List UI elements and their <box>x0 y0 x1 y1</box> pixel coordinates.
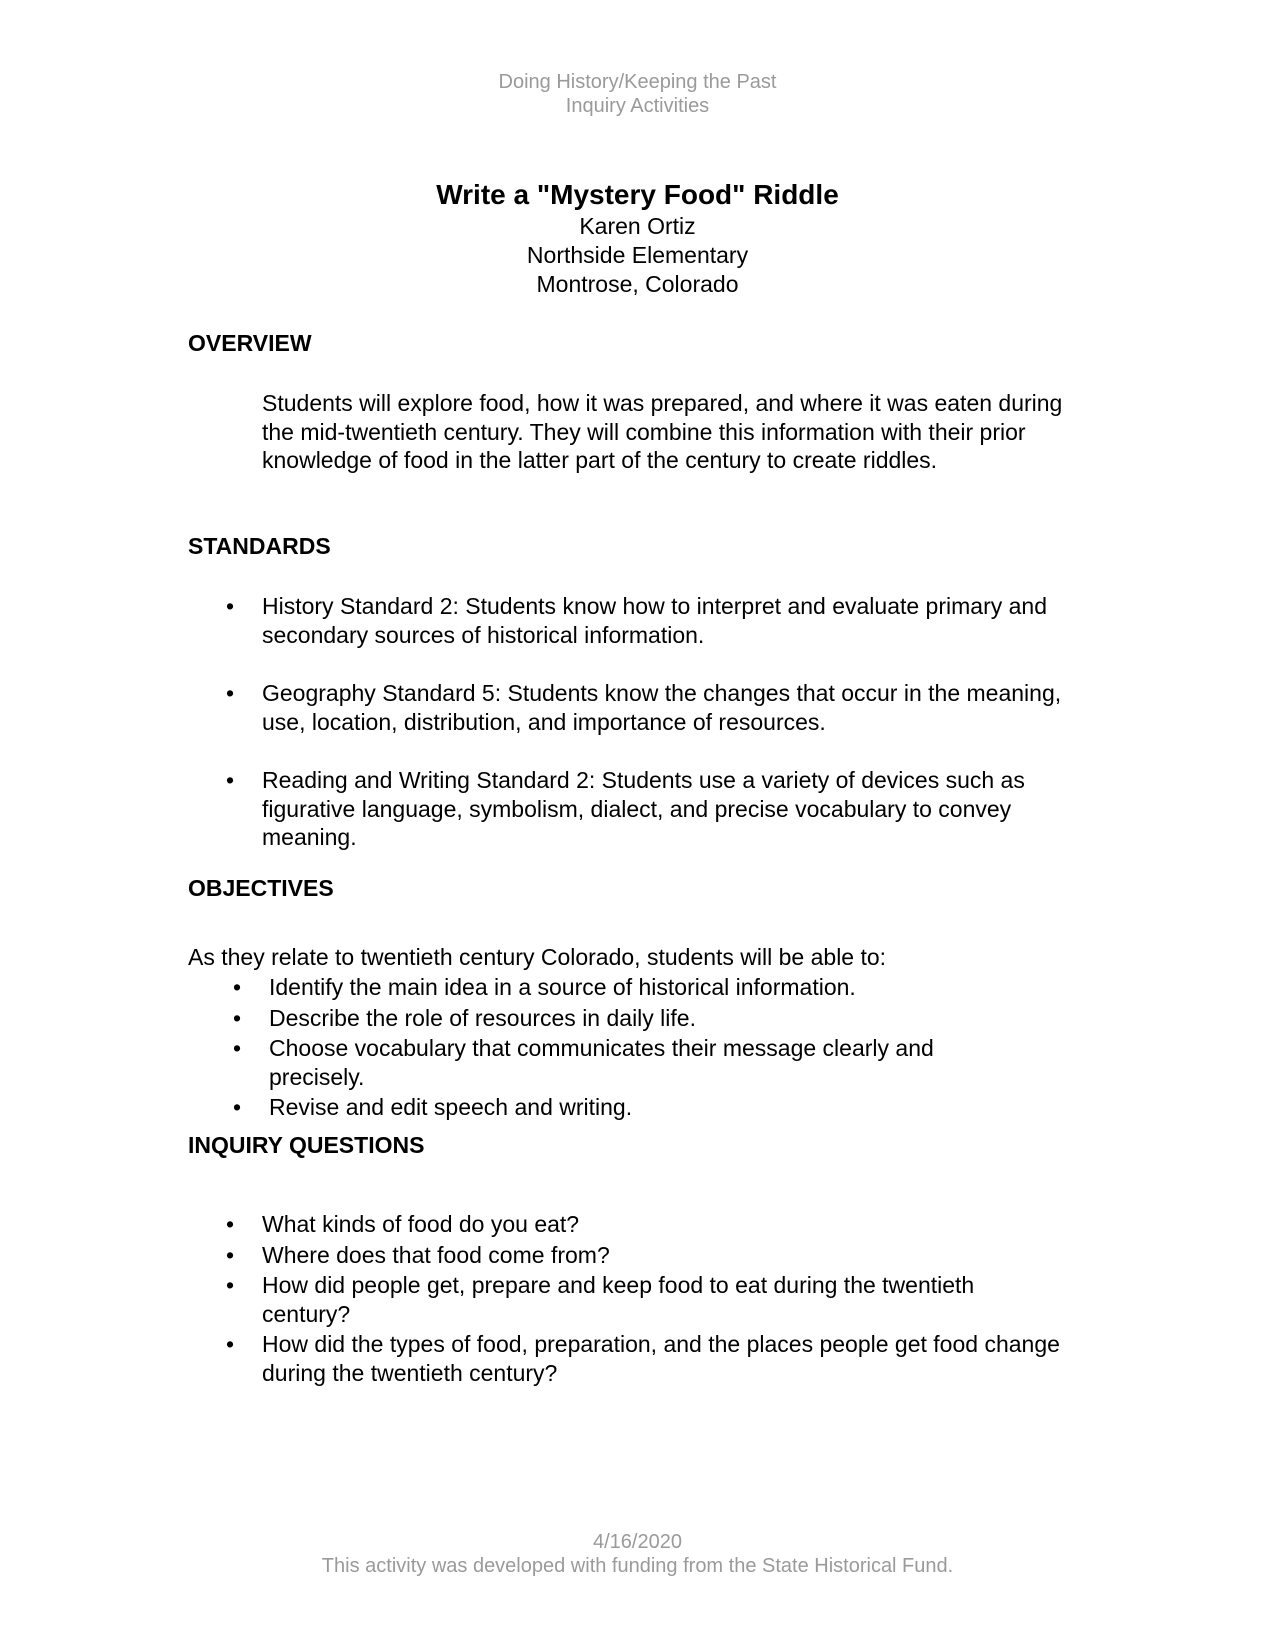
question-text: Where does that food come from? <box>262 1241 610 1268</box>
bullet-icon: • <box>233 974 242 1000</box>
bullet-icon: • <box>226 1241 235 1268</box>
bullet-icon: • <box>226 680 235 706</box>
standard-item <box>226 766 1092 852</box>
question-item <box>226 1241 1062 1270</box>
standard-item <box>226 679 1092 736</box>
standard-text: History Standard 2: Students know how to interpret and evaluate primary and secondary sources of historical information. <box>262 593 1047 648</box>
footer-funding-note: This activity was developed with funding from the State Historical Fund. <box>321 1555 954 1577</box>
bullet-icon: • <box>226 1331 235 1357</box>
question-item <box>226 1210 1062 1239</box>
objective-text: Identify the main idea in a source of historical information. <box>269 974 856 1000</box>
school-location: Montrose, Colorado <box>536 271 739 297</box>
standards-list <box>226 592 1092 882</box>
objective-item <box>233 1034 1029 1091</box>
objective-text: Describe the role of resources in daily life. <box>269 1004 696 1031</box>
document-title: Write a "Mystery Food" Riddle <box>436 179 839 210</box>
standards-heading: STANDARDS <box>188 533 331 559</box>
page-footer <box>0 1530 1275 1578</box>
header-line-2: Inquiry Activities <box>565 95 710 117</box>
objectives-list <box>233 973 1029 1124</box>
question-text: How did the types of food, preparation, and the places people get food change during the twentieth century? <box>262 1331 1060 1386</box>
bullet-icon: • <box>226 767 235 793</box>
school-name: Northside Elementary <box>526 242 749 268</box>
objective-item <box>233 1004 1029 1033</box>
bullet-icon: • <box>233 1004 242 1031</box>
question-text: How did people get, prepare and keep food to eat during the twentieth century? <box>262 1272 975 1327</box>
standard-item <box>226 592 1092 649</box>
overview-text: Students will explore food, how it was prepared, and where it was eaten during the mid-twentieth century. They will combine this information with their prior knowledge of food in the latter part of the century to create riddles. <box>262 390 1063 473</box>
standard-text: Reading and Writing Standard 2: Students use a variety of devices such as figurative language, symbolism, dialect, and precise vocabulary to convey meaning. <box>262 767 1025 850</box>
page-header <box>0 70 1275 118</box>
title-block <box>0 178 1275 299</box>
standard-text: Geography Standard 5: Students know the changes that occur in the meaning, use, location, distribution, and importance of resources. <box>262 680 1062 735</box>
objective-text: Revise and edit speech and writing. <box>269 1094 633 1120</box>
inquiry-questions-list <box>226 1210 1062 1389</box>
bullet-icon: • <box>226 593 235 619</box>
inquiry-questions-heading: INQUIRY QUESTIONS <box>188 1132 425 1158</box>
question-item <box>226 1271 1062 1328</box>
overview-heading: OVERVIEW <box>188 330 312 356</box>
bullet-icon: • <box>233 1035 242 1061</box>
objectives-intro: As they relate to twentieth century Colorado, students will be able to: <box>188 944 887 970</box>
bullet-icon: • <box>226 1272 235 1298</box>
question-item <box>226 1330 1062 1387</box>
bullet-icon: • <box>233 1094 242 1120</box>
header-line-1: Doing History/Keeping the Past <box>498 71 777 93</box>
objective-text: Choose vocabulary that communicates their message clearly and precisely. <box>269 1035 934 1090</box>
footer-date: 4/16/2020 <box>593 1531 682 1553</box>
bullet-icon: • <box>226 1211 235 1237</box>
objective-item <box>233 1093 1029 1122</box>
author-name: Karen Ortiz <box>579 213 696 239</box>
objectives-heading: OBJECTIVES <box>188 875 334 901</box>
objective-item <box>233 973 1029 1002</box>
question-text: What kinds of food do you eat? <box>262 1211 580 1237</box>
